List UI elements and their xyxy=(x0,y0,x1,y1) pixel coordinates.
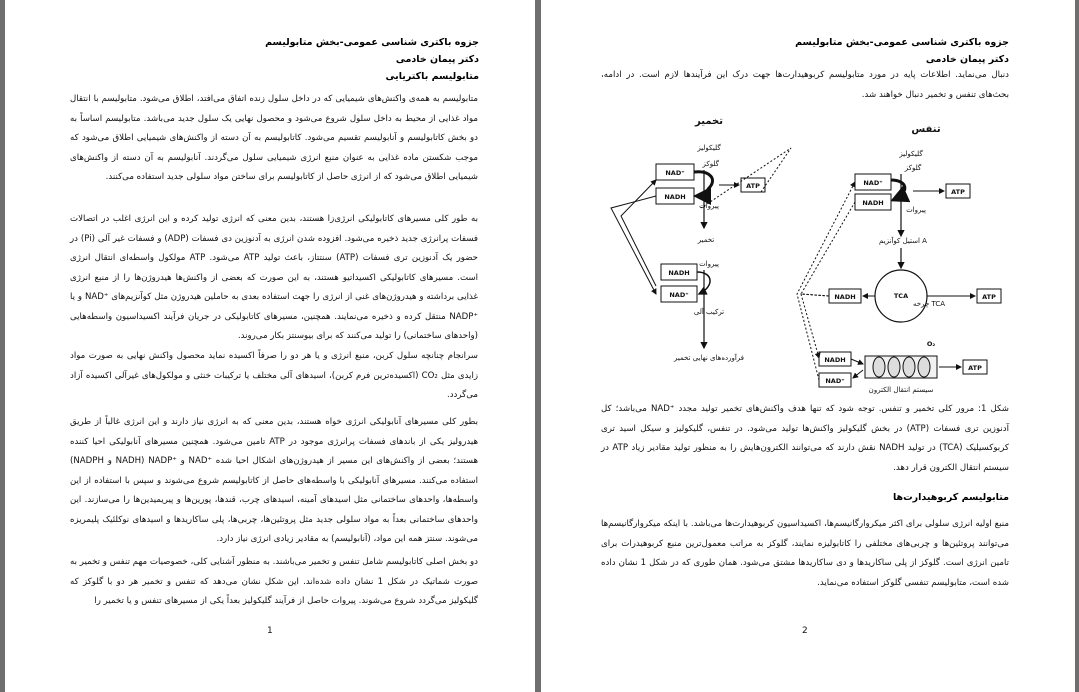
section-title: متابولیسم باکتریایی xyxy=(385,71,479,82)
document-title: جزوه باکتری شناسی عمومی-بخش متابولیسم xyxy=(795,37,1009,48)
nadh-label: NADH xyxy=(664,193,686,201)
electron-transport-label: سیستم انتقال الکترون xyxy=(868,386,934,394)
glycolysis-label: گلیکولیز xyxy=(697,144,721,152)
nad-label-3: NAD⁺ xyxy=(863,179,883,187)
atp-label-2: ATP xyxy=(951,188,965,196)
tca-cycle-label: چرخه TCA xyxy=(913,300,946,308)
organic-compound-label: ترکیب آلی xyxy=(693,308,725,316)
nad-label-5: NAD⁺ xyxy=(825,377,845,385)
document-title: جزوه باکتری شناسی عمومی-بخش متابولیسم xyxy=(265,37,479,48)
metabolism-diagram xyxy=(601,108,1016,398)
atp-label-4: ATP xyxy=(968,364,982,372)
fermentation-title: تخمیر xyxy=(695,116,723,127)
pyruvate-label-3: پیروات xyxy=(906,206,926,214)
atp-label-3: ATP xyxy=(982,293,996,301)
nad-label: NAD⁺ xyxy=(665,169,685,177)
nadh-label-2: NADH xyxy=(668,269,690,277)
nadh-label-5: NADH xyxy=(824,356,846,364)
paragraph: متابولیسم به همه‌ی واکنش‌های شیمیایی که در داخل سلول زنده اتفاق می‌افتد، اطلاق می‌شود. متابولیسم با انتقال مواد غذایی از محیط به داخل سلول شروع می‌شود و محصول نهایی یک سلول جدید می‌باشد. متابولیسم اساساً به دو بخش کاتابولیسم و آنابولیسم تقسیم می‌شود. کاتابولیسم به آن دسته از واکنش‌های شیمیایی اطلاق می‌شود که موجب شکستن ماده غذایی به عنوان منبع انرژی شیمیایی سلول می‌گردند. آنابولیسم به آن دسته از واکنش‌های شیمیایی اطلاق می‌شود که از انرژی حاصل از کاتابولیسم برای ساختن مواد سلولی جدید استفاده می‌کنند. xyxy=(70,94,478,182)
nadh-label-3: NADH xyxy=(862,199,884,207)
oxygen-label: O₂ xyxy=(926,340,936,348)
document-page-2 xyxy=(541,0,1075,692)
document-author: دکتر پیمان خادمی xyxy=(925,54,1009,65)
page-number: 1 xyxy=(267,626,273,636)
paragraph: بطور کلی مسیرهای آنابولیکی انرژی خواه هستند، بدین معنی که به انرژی نیاز دارند و این انرژی غالباً از طریق هیدرولیز یکی از باندهای فسفات پرانرژی موجود در ATP تامین می‌شود. همچنین مسیرهای آنابولیکی احیا کننده هستند؛ بعضی از واکنش‌های این مسیر از هیدروژن‌های اشکال احیا شده ⁺NAD و ⁺NADP (NADH و NADPH) استفاده می‌کنند. مسیرهای آنابولیکی با واسطه‌های حاصل از کاتابولیسم شروع می‌شوند و سپس با استفاده از این واسطه‌ها، واحدهای ساختمانی مثل اسیدهای آمینه، اسیدهای چرب، قندها، پورین‌ها و پیریمیدین‌ها را می‌سازند. این واحدهای ساختمانی بعداً به مواد سلولی جدید مثل پروتئین‌ها، چربی‌ها، پلی ساکاریدها و اسیدهای نوکلئیک پلیمریزه می‌شوند. سنتز همه این مواد، (آنابولیسم) به مقادیر زیادی انرژی نیاز دارد. xyxy=(70,417,478,544)
paragraph: دو بخش اصلی کاتابولیسم شامل تنفس و تخمیر می‌باشند. به منظور آشنایی کلی، خصوصیات مهم تنفس و تخمیر به صورت شماتیک در شکل 1 نشان داده شده‌اند. این شکل نشان می‌دهد که تنفس و تخمیر هر دو با گلوکز که گلیکولیز می‌گردد شروع می‌شوند. پیروات حاصل از فرآیند گلیکولیز بعداً یکی از مسیرهای تنفس و یا تخمیر را xyxy=(70,557,478,606)
tca-label: TCA xyxy=(893,292,909,300)
paragraph: منبع اولیه انرژی سلولی برای اکثر میکروارگانیسم‌ها، اکسیداسیون کربوهیدارت‌ها می‌باشد. با اینکه میکروارگانیسم‌ها می‌توانند پروتئین‌ها و چربی‌های مختلفی را کاتابولیزه نمایند، گلوکز به مراتب معمول‌ترین منبع کربوهیدرات برای تامین انرژی است. گلوکز از پلی ساکاریدها و دی ساکاریدها مشتق می‌شود. همان طوری که در شکل 1 نشان داده شده است، متابولیسم تنفسی گلوکز استفاده می‌نماید. xyxy=(601,519,1009,588)
atp-label: ATP xyxy=(746,182,760,190)
section-title-carbohydrate: متابولیسم کربوهیدارت‌ها xyxy=(892,492,1009,503)
glucose-label-2: گلوکز xyxy=(904,164,922,172)
nadh-label-4: NADH xyxy=(834,293,856,301)
nad-label-2: NAD⁺ xyxy=(669,291,689,299)
intro-paragraph: دنبال می‌نماید. اطلاعات پایه در مورد متابولیسم کربوهیدارت‌ها جهت درک این فرآیندها لازم است. در ادامه، بحث‌های تنفس و تخمیر دنبال خواهند شد. xyxy=(601,70,1009,100)
figure-caption: شکل 1: مرور کلی تخمیر و تنفس. توجه شود که تنها هدف واکنش‌های تخمیر تولید مجدد ⁺NAD می‌باشد؛ کل آدنوزین تری فسفات (ATP) در بخش گلیکولیز واکنش‌ها تولید می‌شود. در تنفس، گلیکولیز و سیکل اسید تری کربوکسیلیک (TCA) در تولید NADH نقش دارند که می‌توانند الکترون‌هایش را به منظور تولید مقادیر زیاد ATP در سیستم انتقال الکترون قرار دهد. xyxy=(601,404,1009,473)
fermentation-label: تخمیر xyxy=(697,236,715,244)
paragraph: سرانجام چنانچه سلول کربن، منبع انرژی و یا هر دو را صرفاً اکسیده نماید محصول واکنش نهایی به صورت مواد زایدی مثل CO₂ (اکسیده‌ترین فرم کربن)، اسیدهای آلی مختلف یا ترکیبات خنثی و مولکول‌های غیرآلی اکسیده آزاد می‌گردد. xyxy=(70,351,478,400)
page-number: 2 xyxy=(802,626,808,636)
pyruvate-label: پیروات xyxy=(699,202,719,210)
electron-transport-chain xyxy=(865,356,937,378)
document-page-1 xyxy=(5,0,535,692)
respiration-title: تنفس xyxy=(911,124,941,135)
paragraph: به طور کلی مسیرهای کاتابولیکی انرژی‌زا هستند، بدین معنی که انرژی تولید کرده و این انرژی اغلب در اتصالات فسفات پرانرژی جدید ذخیره می‌شود. افزوده شدن انرژی به آدنوزین دی فسفات (ADP) و فسفات غیر آلی (Pi) در حضور یک آدنوزین تری فسفات (ATP) سنتتاز، باعث تولید ATP می‌شود. ATP مولکول واسطه‌ای انتقال انرژی است. مسیرهای کاتابولیکی اکسیداتیو هستند، به این صورت که بعضی از واکنش‌ها هیدروژن‌ها را از منبع انرژی غذایی برداشته و هیدروژن‌های غنی از انرژی را جهت استفاده بعدی به حاملین هیدروژن مثل کوآنزیم‌های ⁺NAD و یا ⁺NADP منتقل کرده و ذخیره می‌نمایند. همچنین، مسیرهای کاتابولیکی در جریان فرآیند اکسیداسیون واسطه‌هایی (واحدهای ساختمانی) را تولید می‌کنند که برای بیوسنتز بکار می‌روند. xyxy=(70,214,479,341)
pyruvate-2-label: پیروات xyxy=(699,260,719,268)
glucose-label: گلوکز xyxy=(702,160,719,168)
acetyl-coa-label: استیل کوآنزیم A xyxy=(879,237,927,245)
document-author: دکتر پیمان خادمی xyxy=(395,54,479,65)
end-products-label: فرآورده‌های نهایی تخمیر xyxy=(673,354,745,362)
glycolysis-label-2: گلیکولیز xyxy=(899,150,923,158)
